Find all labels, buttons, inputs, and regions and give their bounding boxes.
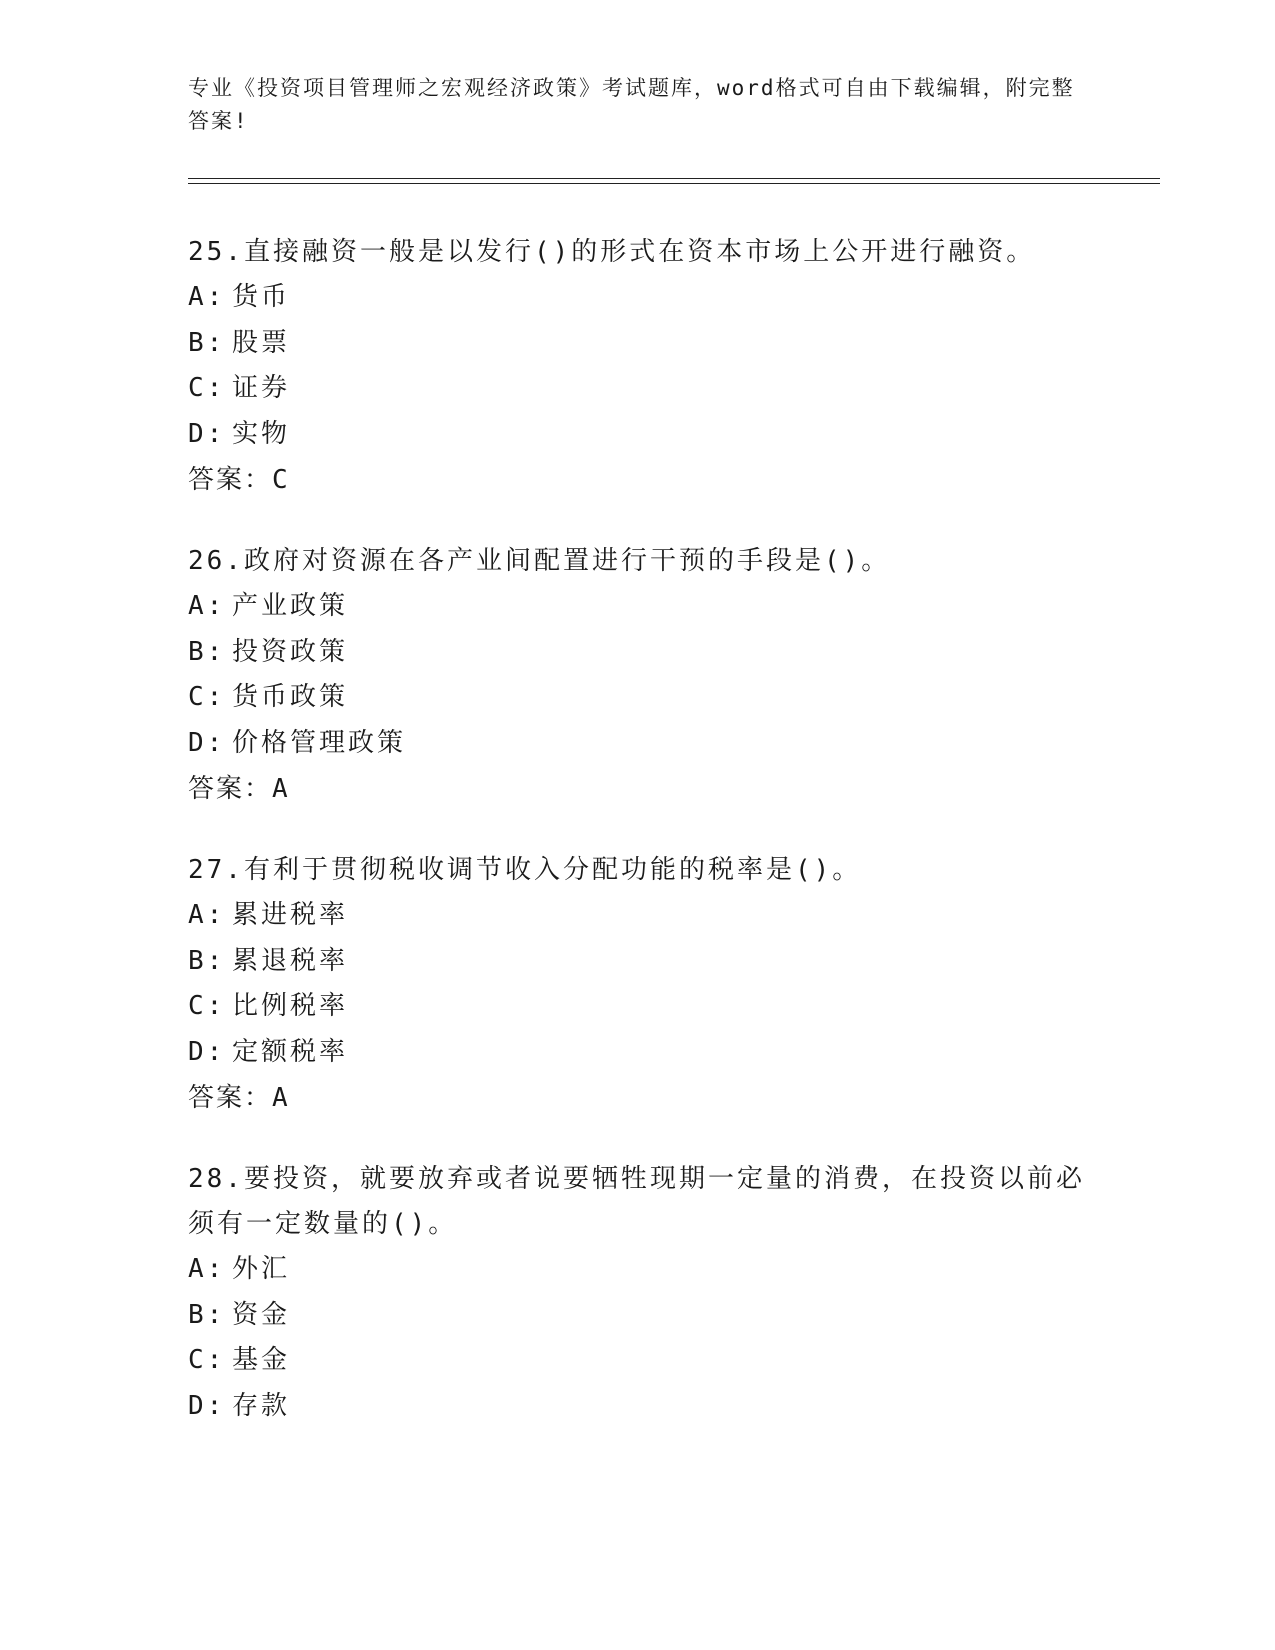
option-b (188, 321, 1088, 367)
option-key: B: (188, 945, 226, 976)
question-stem (188, 230, 1088, 275)
header-divider-bottom (188, 183, 1160, 184)
question-number: 26. (188, 546, 244, 576)
option-b (188, 1293, 1088, 1339)
option-text: 基金 (232, 1345, 291, 1375)
option-key: B: (188, 327, 226, 358)
question-27 (188, 848, 1088, 1121)
answer-value: C (272, 465, 290, 495)
option-key: B: (188, 636, 226, 667)
option-text: 投资政策 (232, 636, 349, 667)
option-text: 存款 (232, 1390, 291, 1421)
option-text: 累进税率 (232, 900, 349, 930)
option-d (188, 1030, 1088, 1076)
option-key: B: (188, 1299, 226, 1330)
question-text: 直接融资一般是以发行()的形式在资本市场上公开进行融资。 (243, 237, 1036, 267)
option-d (188, 412, 1088, 458)
option-text: 股票 (232, 327, 291, 358)
question-number: 25. (188, 237, 244, 267)
option-d (188, 1384, 1088, 1430)
question-28 (188, 1157, 1088, 1429)
option-key: A: (188, 591, 226, 621)
option-d (188, 721, 1088, 767)
option-c (188, 1338, 1088, 1384)
question-stem (188, 848, 1088, 893)
option-a (188, 275, 1088, 321)
answer-label: 答案： (188, 774, 273, 804)
document-intro: 专业《投资项目管理师之宏观经济政策》考试题库，word格式可自由下载编辑，附完整答案! (188, 76, 1075, 133)
option-key: D: (188, 1036, 226, 1067)
option-key: C: (188, 991, 226, 1021)
header-divider-top (188, 178, 1160, 179)
question-text: 政府对资源在各产业间配置进行干预的手段是()。 (243, 546, 891, 576)
answer-line (188, 766, 1088, 812)
option-c (188, 366, 1088, 412)
option-text: 价格管理政策 (232, 727, 407, 758)
option-a (188, 893, 1088, 939)
option-text: 外汇 (232, 1254, 291, 1284)
option-c (188, 675, 1088, 721)
answer-label: 答案： (188, 1083, 273, 1113)
option-text: 比例税率 (232, 991, 349, 1021)
option-text: 定额税率 (232, 1036, 349, 1067)
answer-line (188, 1075, 1088, 1121)
question-text: 有利于贯彻税收调节收入分配功能的税率是()。 (243, 855, 862, 885)
question-list (188, 230, 1088, 1465)
option-key: A: (188, 1254, 226, 1284)
option-text: 货币 (232, 282, 291, 312)
question-26 (188, 539, 1088, 812)
option-text: 累退税率 (232, 945, 349, 976)
option-key: C: (188, 1345, 226, 1375)
option-a (188, 584, 1088, 630)
option-a (188, 1247, 1088, 1293)
question-number: 28. (188, 1164, 244, 1194)
option-text: 实物 (232, 418, 291, 449)
question-stem (188, 1157, 1088, 1247)
option-text: 货币政策 (232, 682, 349, 712)
question-25 (188, 230, 1088, 503)
option-c (188, 984, 1088, 1030)
answer-label: 答案： (188, 465, 273, 495)
option-key: C: (188, 682, 226, 712)
option-b (188, 939, 1088, 985)
option-b (188, 630, 1088, 676)
answer-value: A (272, 1083, 290, 1113)
question-text: 要投资，就要放弃或者说要牺牲现期一定量的消费，在投资以前必须有一定数量的()。 (188, 1164, 1085, 1239)
option-text: 证券 (232, 373, 291, 403)
option-key: A: (188, 282, 226, 312)
answer-line (188, 457, 1088, 503)
option-key: D: (188, 727, 226, 758)
option-key: C: (188, 373, 226, 403)
answer-value: A (272, 774, 290, 804)
option-key: D: (188, 418, 226, 449)
option-key: A: (188, 900, 226, 930)
option-text: 产业政策 (232, 591, 349, 621)
option-key: D: (188, 1390, 226, 1421)
question-stem (188, 539, 1088, 584)
question-number: 27. (188, 855, 244, 885)
option-text: 资金 (232, 1299, 291, 1330)
